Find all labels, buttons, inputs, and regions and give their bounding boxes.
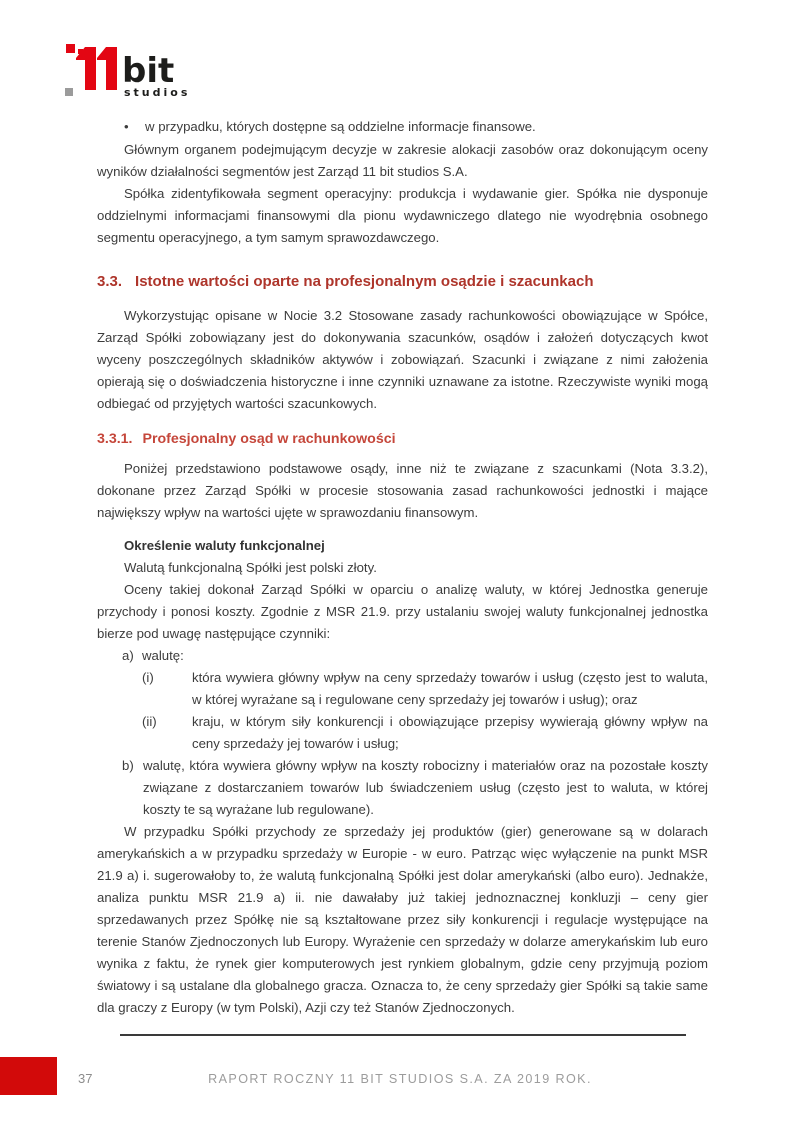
- footer-divider: [120, 1034, 686, 1036]
- functional-currency-heading: Określenie waluty funkcjonalnej: [124, 538, 325, 553]
- paragraph: Wykorzystując opisane w Nocie 3.2 Stosowane zasady rachunkowości obowiązujące w Spółce, Zarząd Spółki zobowiązany jest do dokonywania szacunków, osądów i założeń dotyczących kwot wyceny poszczególnych składników aktywów i zobowiązań. Szacunki i związane z nimi założenia opierają się o doświadczenia historyczne i inne czynniki uznawane za istotne. Rzeczywiste wyniki mogą odbiegać od przyjętych wartości szacunkowych.: [97, 308, 708, 411]
- paragraph: Poniżej przedstawiono podstawowe osądy, inne niż te związane z szacunkami (Nota 3.3.2), dokonane przez Zarząd Spółki w procesie stosowania zasad rachunkowości jednostki i mające największy wpływ na wartości ujęte w sprawozdaniu finansowym.: [97, 461, 708, 520]
- logo-pixel-icon: [66, 44, 75, 53]
- list-label: (i): [142, 670, 154, 685]
- list-label: (ii): [142, 714, 157, 729]
- logo-studios-text: studios: [124, 86, 191, 99]
- list-label: a): [122, 648, 134, 663]
- 11bit-logo-graphic: [64, 42, 194, 100]
- logo-digit-one: [97, 47, 117, 90]
- bullet-text: w przypadku, których dostępne są oddzielne informacje finansowe.: [145, 119, 536, 134]
- section-title: Istotne wartości oparte na profesjonalnym osądzie i szacunkach: [135, 273, 594, 290]
- bullet-marker: •: [124, 119, 129, 134]
- list-item-ii: [142, 711, 708, 755]
- company-logo: [64, 42, 194, 100]
- list-item-b: [122, 755, 708, 821]
- logo-pixel-icon: [65, 88, 73, 96]
- logo-bit-text: bit: [122, 51, 175, 91]
- list-text: która wywiera główny wpływ na ceny sprzedaży towarów i usług (często jest to waluta, w której wyrażane są i regulowane ceny sprzedaży jej towarów i usług); oraz: [192, 670, 708, 707]
- list-text: kraju, w którym siły konkurencji i obowiązujące przepisy wywierają główny wpływ na ceny sprzedaży jej towarów i usług;: [192, 714, 708, 751]
- page-number: 37: [78, 1071, 93, 1086]
- list-text: walutę:: [142, 648, 184, 663]
- list-label: b): [122, 758, 134, 773]
- paragraph: W przypadku Spółki przychody ze sprzedaży jej produktów (gier) generowane są w dolarach amerykańskich a w przypadku sprzedaży w Europie - w euro. Patrząc więc wyłączenie na punkt MSR 21.9 a) i. sugerowałoby to, że walutą funkcjonalną Spółki jest dolar amerykański (albo euro). Jednakże, analiza punktu MSR 21.9 a) ii. nie dawałaby już takiej jednoznacznej konkluzji – ceny gier sprzedawanych przez Spółkę nie są kształtowane przez siły konkurencji i regulacje występujące na terenie Stanów Zjednoczonych lub Europy. Wyrażenie cen sprzedaży w dolarze amerykańskim lub euro wynika z faktu, że rynek gier komputerowych jest rynkiem globalnym, gdzie ceny przyjmują poziom światowy i są ustalane dla globalnego gracza. Oznacza to, że ceny sprzedaży gier Spółki są takie same dla graczy z Europy (w tym Polski), Azji czy też Stanów Zjednoczonych.: [97, 824, 708, 1015]
- paragraph: Walutą funkcjonalną Spółki jest polski złoty.: [124, 560, 377, 575]
- bullet-list-item: [122, 116, 708, 138]
- section-heading-3-3: [97, 272, 708, 292]
- document-content: [97, 116, 708, 1019]
- subsection-title: Profesjonalny osąd w rachunkowości: [142, 431, 396, 447]
- paragraph: Oceny takiej dokonał Zarząd Spółki w oparciu o analizę waluty, w której Jednostka generuje przychody i ponosi koszty. Zgodnie z MSR 21.9. przy ustalaniu swojej waluty funkcjonalnej jednostka bierze pod uwagę następujące czynniki:: [97, 582, 708, 641]
- paragraph: Spółka zidentyfikowała segment operacyjny: produkcja i wydawanie gier. Spółka nie dysponuje oddzielnymi informacjami finansowymi dla pionu wydawniczego dlatego nie wyodrębnia osobnego segmentu operacyjnego, a tym samym sprawozdawczego.: [97, 186, 708, 245]
- section-number: 3.3.: [97, 273, 123, 290]
- footer-report-title: RAPORT ROCZNY 11 BIT STUDIOS S.A. ZA 2019 ROK.: [208, 1072, 592, 1086]
- section-heading-3-3-1: [97, 430, 708, 449]
- subsection-number: 3.3.1.: [97, 431, 133, 447]
- list-item-i: [142, 667, 708, 711]
- list-text: walutę, która wywiera główny wpływ na koszty robocizny i materiałów oraz na pozostałe koszty związane z dostarczaniem towarów lub świadczeniem usług (często jest to waluta, w której koszty te są wyrażane lub regulowane).: [143, 758, 708, 817]
- paragraph: Głównym organem podejmującym decyzje w zakresie alokacji zasobów oraz dokonującym oceny wyników działalności segmentów jest Zarząd 11 bit studios S.A.: [97, 142, 708, 179]
- list-item-a: [122, 645, 708, 667]
